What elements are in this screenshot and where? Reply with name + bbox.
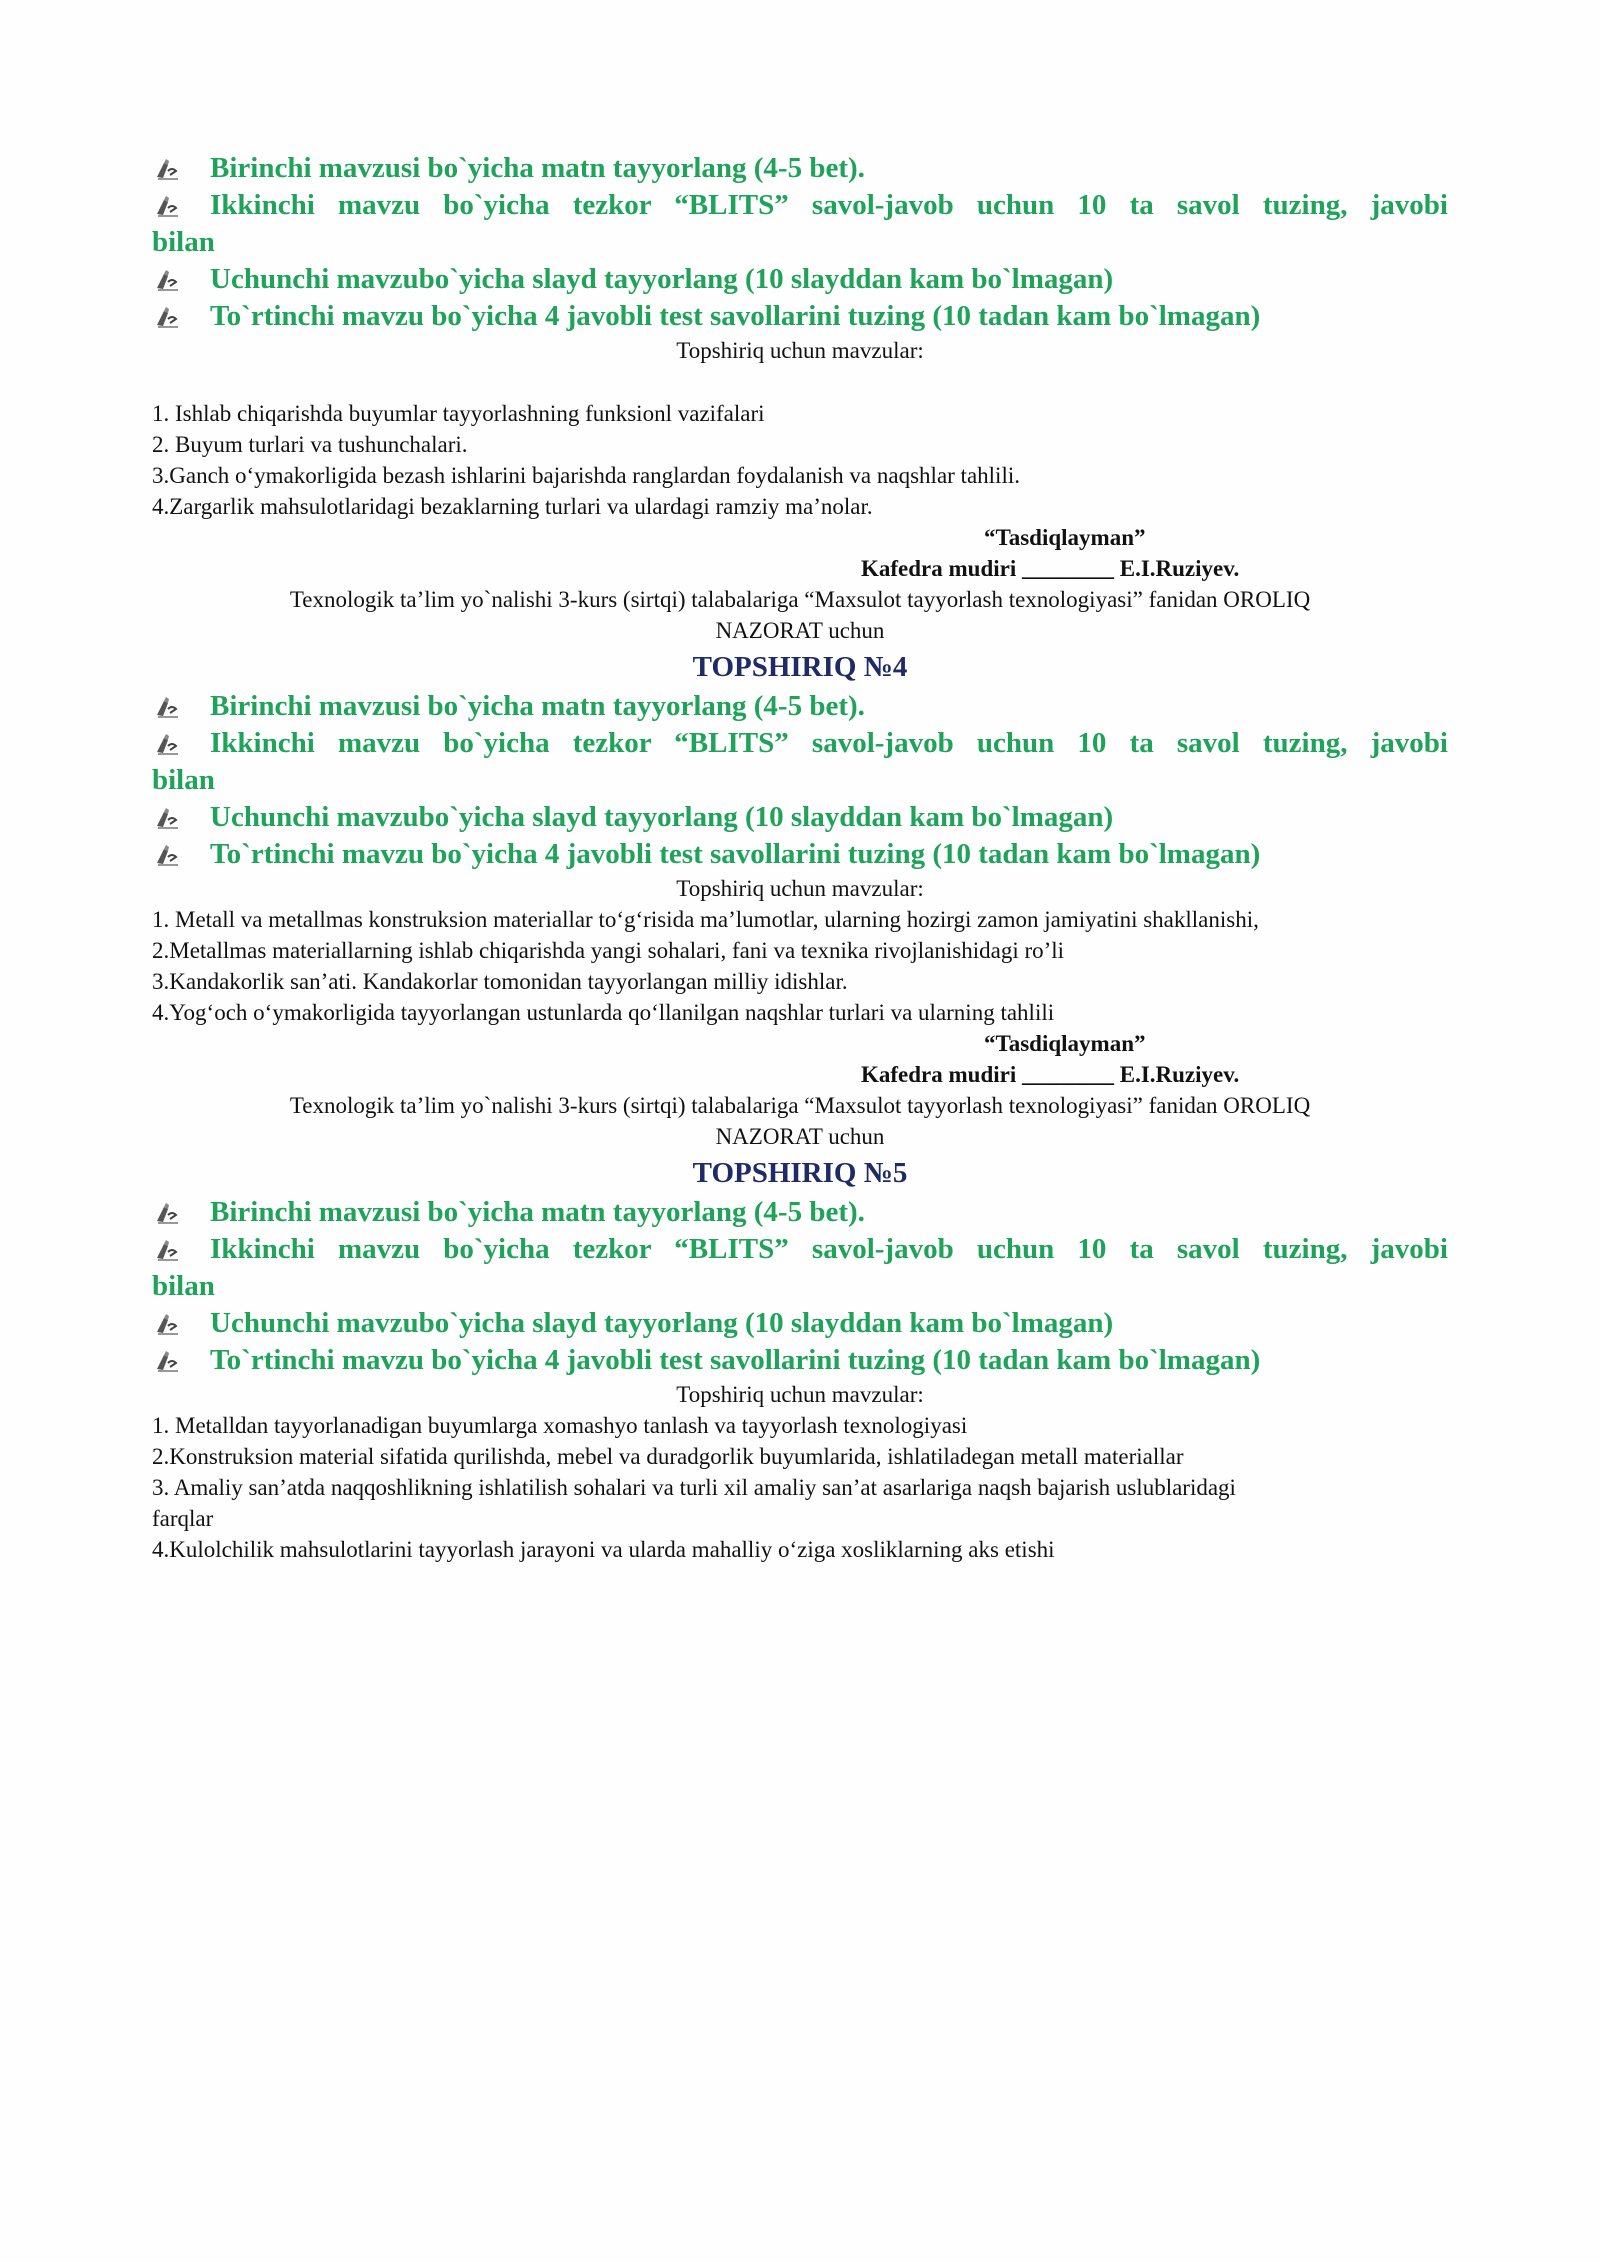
topic-item: 4.Zargarlik mahsulotlaridagi bezaklarning turlari va ulardagi ramziy ma’nolar. [152, 494, 873, 519]
task-item [152, 799, 1448, 836]
topic-item: 4.Yog‘och o‘ymakorligida tayyorlangan ustunlarda qo‘llanilgan naqshlar turlari va ularning tahlili [152, 1000, 1055, 1025]
task-text: To`rtinchi mavzu bo`yicha 4 javobli test savollarini tuzing (10 tadan kam bo`lmagan) [210, 838, 1261, 870]
topic-item: 3.Ganch o‘ymakorligida bezash ishlarini bajarishda ranglardan foydalanish va naqshlar tahlili. [152, 463, 1020, 488]
writing-hand-icon [154, 1312, 180, 1336]
task-item [152, 150, 1448, 187]
approval-title: “Tasdiqlayman” [984, 1031, 1146, 1056]
topic-item: 1. Ishlab chiqarishda buyumlar tayyorlashning funksionl vazifalari [152, 401, 765, 426]
topics-header: Topshiriq uchun mavzular: [676, 1382, 924, 1407]
writing-hand-icon [154, 843, 180, 867]
task-item [152, 688, 1448, 725]
intro-line: Texnologik ta’lim yo`nalishi 3-kurs (sirtqi) talabalariga “Maxsulot tayyorlash texnologiyasi” fanidan OROLIQ [289, 1093, 1311, 1118]
writing-hand-icon [154, 732, 180, 756]
topic-item: 3. Amaliy san’atda naqqoshlikning ishlatilish sohalari va turli xil amaliy san’at asarlariga naqsh bajarish uslublaridagi [152, 1475, 1236, 1500]
document-content [152, 150, 1448, 1565]
section-title: TOPSHIRIQ №5 [692, 1157, 908, 1189]
task-item [152, 261, 1448, 298]
task-continuation: bilan [152, 1270, 215, 1302]
writing-hand-icon [154, 194, 180, 218]
task-item [152, 1194, 1448, 1231]
writing-hand-icon [154, 806, 180, 830]
task-item [152, 1305, 1448, 1342]
topics-header: Topshiriq uchun mavzular: [676, 338, 924, 363]
section-title: TOPSHIRIQ №4 [692, 651, 908, 683]
task-item [152, 725, 1448, 762]
topic-item: 1. Metalldan tayyorlanadigan buyumlarga xomashyo tanlash va tayyorlash texnologiyasi [152, 1413, 968, 1438]
topic-item: 4.Kulolchilik mahsulotlarini tayyorlash jarayoni va ularda mahalliy o‘ziga xosliklarning aks etishi [152, 1537, 1055, 1562]
task-text: Uchunchi mavzubo`yicha slayd tayyorlang (10 slayddan kam bo`lmagan) [210, 801, 1114, 833]
task-list-5 [152, 1194, 1448, 1379]
topic-list-5 [152, 1410, 1448, 1565]
task-text: Birinchi mavzusi bo`yicha matn tayyorlang (4-5 bet). [210, 690, 865, 722]
task-item [152, 187, 1448, 224]
task-list-1 [152, 150, 1448, 335]
approval-signature: Kafedra mudiri ________ E.I.Ruziyev. [861, 556, 1240, 581]
task-item [152, 836, 1448, 873]
task-text: Birinchi mavzusi bo`yicha matn tayyorlang (4-5 bet). [210, 1196, 865, 1228]
writing-hand-icon [154, 305, 180, 329]
task-text: To`rtinchi mavzu bo`yicha 4 javobli test savollarini tuzing (10 tadan kam bo`lmagan) [210, 300, 1261, 332]
writing-hand-icon [154, 1201, 180, 1225]
writing-hand-icon [154, 1238, 180, 1262]
task-text: Uchunchi mavzubo`yicha slayd tayyorlang (10 slayddan kam bo`lmagan) [210, 263, 1114, 295]
approval-title: “Tasdiqlayman” [984, 525, 1146, 550]
task-item [152, 1231, 1448, 1268]
task-text: Birinchi mavzusi bo`yicha matn tayyorlang (4-5 bet). [210, 152, 865, 184]
topic-item: 2.Metallmas materiallarning ishlab chiqarishda yangi sohalari, fani va texnika rivojlanishidagi ro’li [152, 938, 1065, 963]
task-text: To`rtinchi mavzu bo`yicha 4 javobli test savollarini tuzing (10 tadan kam bo`lmagan) [210, 1344, 1261, 1376]
writing-hand-icon [154, 695, 180, 719]
intro-line: NAZORAT uchun [715, 1124, 885, 1149]
writing-hand-icon [154, 157, 180, 181]
topics-header: Topshiriq uchun mavzular: [676, 876, 924, 901]
task-text: Ikkinchi mavzu bo`yicha tezkor “BLITS” savol-javob uchun 10 ta savol tuzing, javobi [210, 189, 1448, 221]
task-item [152, 298, 1448, 335]
approval-signature: Kafedra mudiri ________ E.I.Ruziyev. [861, 1062, 1240, 1087]
task-continuation: bilan [152, 226, 215, 258]
writing-hand-icon [154, 1349, 180, 1373]
topic-list-4 [152, 904, 1448, 1028]
task-text: Uchunchi mavzubo`yicha slayd tayyorlang (10 slayddan kam bo`lmagan) [210, 1307, 1114, 1339]
task-continuation: bilan [152, 764, 215, 796]
topic-item: 2.Konstruksion material sifatida qurilishda, mebel va duradgorlik buyumlarida, ishlatiladegan metall materiallar [152, 1444, 1184, 1469]
task-text: Ikkinchi mavzu bo`yicha tezkor “BLITS” savol-javob uchun 10 ta savol tuzing, javobi [210, 727, 1448, 759]
intro-line: NAZORAT uchun [715, 618, 885, 643]
task-item [152, 1342, 1448, 1379]
topic-item: 2. Buyum turlari va tushunchalari. [152, 432, 468, 457]
topic-item: 3.Kandakorlik san’ati. Kandakorlar tomonidan tayyorlangan milliy idishlar. [152, 969, 848, 994]
topic-item: farqlar [152, 1506, 214, 1531]
writing-hand-icon [154, 268, 180, 292]
task-list-4 [152, 688, 1448, 873]
intro-line: Texnologik ta’lim yo`nalishi 3-kurs (sirtqi) talabalariga “Maxsulot tayyorlash texnologiyasi” fanidan OROLIQ [289, 587, 1311, 612]
task-text: Ikkinchi mavzu bo`yicha tezkor “BLITS” savol-javob uchun 10 ta savol tuzing, javobi [210, 1233, 1448, 1265]
topic-list-1 [152, 398, 1448, 522]
topic-item: 1. Metall va metallmas konstruksion materiallar to‘g‘risida ma’lumotlar, ularning hozirgi zamon jamiyatini shakllanishi, [152, 907, 1259, 932]
